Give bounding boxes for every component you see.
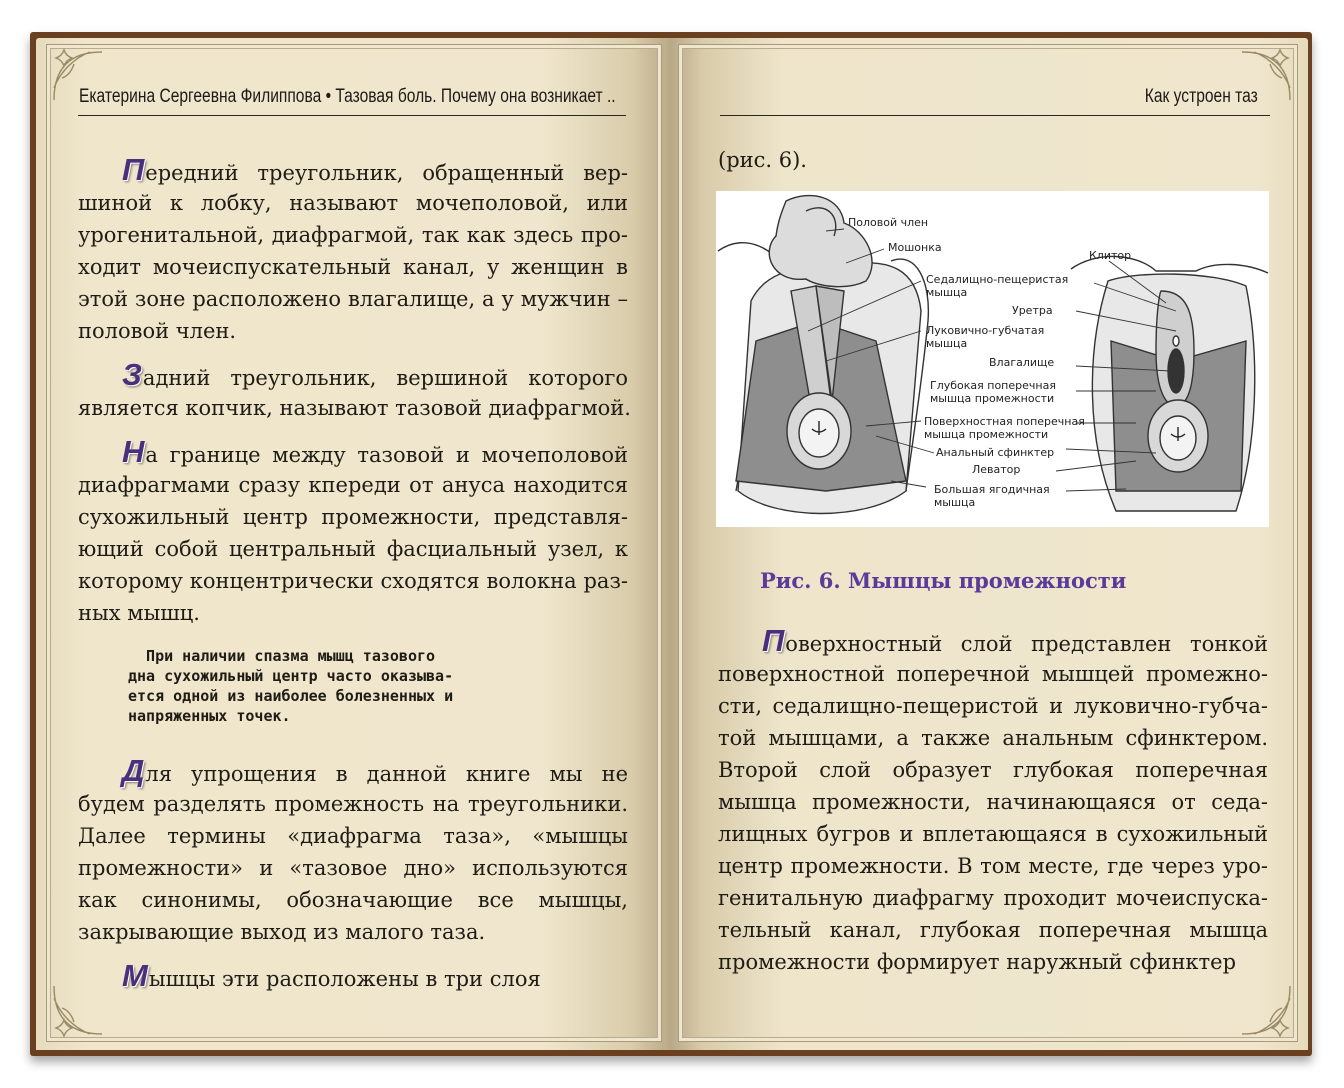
paragraph [78, 958, 628, 993]
ornament-corner-icon [1238, 982, 1294, 1038]
text-line [78, 916, 628, 948]
text-line [78, 852, 628, 884]
fig-label: Большая ягодичная [934, 483, 1050, 496]
drop-cap: З [122, 357, 142, 392]
note-line: дна сухожильный центр часто оказыва- [128, 667, 454, 685]
line-text: центр промежности. В том месте, где через уро- [718, 854, 1268, 878]
line-text: урогенитальной, диафрагмой, так как здесь про- [78, 223, 628, 247]
text-line [718, 946, 1268, 978]
fig-label: Седалищно-пещеристая [926, 273, 1069, 286]
text-line [718, 754, 1268, 786]
sidebar-note [128, 646, 580, 726]
text-line [718, 850, 1268, 882]
line-text: будем разделять промежность на треугольники. [78, 792, 628, 816]
paragraph [78, 753, 628, 948]
line-text: а границе между тазовой и мочеполовой [145, 443, 628, 467]
line-text: тельный канал, глубокая поперечная мышца [718, 918, 1268, 942]
left-body-text [78, 152, 631, 629]
paragraph [78, 434, 628, 629]
note-line: При наличии спазма мышц тазового [128, 647, 436, 665]
drop-cap: Н [122, 434, 145, 469]
fig-label: мышца промежности [924, 428, 1049, 441]
text-line [718, 882, 1268, 914]
drop-cap: П [762, 623, 785, 658]
text-line [78, 533, 628, 565]
line-text: лищных бугров и вплетающаяся в сухожильный [718, 822, 1268, 846]
line-text: ных мышц. [78, 601, 200, 625]
text-line [78, 434, 628, 469]
header-rule [720, 115, 1270, 116]
line-text: шиной к лобку, называют мочеполовой, или [78, 191, 628, 215]
text-line [78, 283, 628, 315]
fig-label: мышца промежности [930, 392, 1055, 405]
line-text: той мышцами, а также анальным сфинктером. [718, 726, 1268, 750]
line-text: сухожильный центр промежности, представля- [78, 505, 628, 529]
text-line [78, 187, 628, 219]
fig-label: Леватор [972, 463, 1021, 476]
fig-label: Поверхностная поперечная [924, 415, 1085, 428]
line-text: Второй слой образует глубокая поперечная [718, 758, 1268, 782]
drop-cap: М [122, 958, 148, 993]
line-text: является копчик, называют тазовой диафрагмой. [78, 396, 631, 420]
line-text: мышца промежности, начинающаяся от седа- [718, 790, 1268, 814]
paragraph [78, 357, 631, 424]
fig-label: Луковично-губчатая [926, 324, 1045, 337]
running-header: Как устроен таз [1145, 86, 1258, 107]
line-text: ющий собой центральный фасциальный узел, к [78, 537, 628, 561]
line-text: диафрагмами сразу кпереди от ануса находится [78, 473, 628, 497]
note-line: ется одной из наиболее болезненных и [128, 687, 454, 705]
line-text: Далее термины «диафрагма таза», «мышцы [78, 824, 628, 848]
line-text: оверхностный слой представлен тонкой [785, 632, 1268, 656]
figure-caption: Рис. 6. Мышцы промежности [760, 568, 1127, 593]
fig-label: Влагалище [989, 356, 1055, 369]
line-text: ходит мочеиспускательный канал, у женщин в [78, 255, 628, 279]
text-line [78, 597, 628, 629]
drop-cap: Д [122, 753, 145, 788]
fig-label: мышца [926, 337, 968, 350]
text-line [78, 392, 631, 424]
fig-label: мышца [926, 286, 968, 299]
female-diagram [1071, 256, 1268, 511]
text-line [718, 818, 1268, 850]
text-line [78, 469, 628, 501]
line-text: как синонимы, обозначающие все мышцы, [78, 888, 628, 912]
text-line [78, 357, 628, 392]
line-text: ередний треугольник, обращенный вер- [145, 161, 628, 185]
continuation-text: (рис. 6). [718, 148, 807, 172]
text-line [78, 152, 628, 187]
text-line [78, 820, 628, 852]
fig-label: мышца [934, 496, 976, 509]
text-line [718, 690, 1268, 722]
line-text: этой зоне расположено влагалище, а у мужчин – [78, 287, 628, 311]
fig-label: Глубокая поперечная [930, 379, 1056, 392]
line-text: генитальную диафрагму проходит мочеиспуска- [718, 886, 1268, 910]
text-line [78, 884, 628, 916]
paragraph [78, 152, 628, 347]
text-line [78, 565, 628, 597]
text-line [78, 315, 628, 347]
fig-label: Анальный сфинктер [936, 446, 1055, 459]
text-line [78, 251, 628, 283]
line-text: поверхностной поперечной мышцей промежно- [718, 662, 1268, 686]
fig-label: Клитор [1089, 249, 1132, 262]
running-header: Екатерина Сергеевна Филиппова • Тазовая боль. Почему она возникает .. [79, 86, 616, 107]
text-line [718, 623, 1268, 658]
fig-label: Уретра [1012, 304, 1053, 317]
line-text: адний треугольник, вершиной которого [142, 366, 628, 390]
text-line [718, 914, 1268, 946]
line-text: половой член. [78, 319, 237, 343]
left-body-text-2 [78, 753, 628, 993]
line-text: ышцы эти расположены в три слоя [148, 967, 541, 991]
header-rule [78, 115, 626, 116]
perineum-muscles-figure [716, 191, 1269, 527]
right-body-text [718, 623, 1268, 978]
fig-label: Мошонка [888, 241, 942, 254]
text-line [718, 722, 1268, 754]
note-line: напряженных точек. [128, 707, 291, 725]
fig-label: Половой член [848, 216, 929, 229]
right-page [670, 38, 1308, 1050]
text-line [78, 753, 628, 788]
text-line [718, 786, 1268, 818]
text-line [718, 658, 1268, 690]
line-text: закрывающие выход из малого таза. [78, 920, 486, 944]
paragraph [718, 623, 1268, 978]
text-line [78, 501, 628, 533]
line-text: которому концентрически сходятся волокна раз- [78, 569, 628, 593]
text-line [78, 219, 628, 251]
line-text: ля упрощения в данной книге мы не [145, 762, 628, 786]
line-text: сти, седалищно-пещеристой и луковично-губча- [718, 694, 1268, 718]
line-text: промежности формирует наружный сфинктер [718, 950, 1237, 974]
left-page [36, 38, 670, 1050]
text-line [78, 788, 628, 820]
line-text: промежности» и «тазовое дно» используются [78, 856, 628, 880]
text-line [78, 958, 628, 993]
drop-cap: П [122, 152, 145, 187]
